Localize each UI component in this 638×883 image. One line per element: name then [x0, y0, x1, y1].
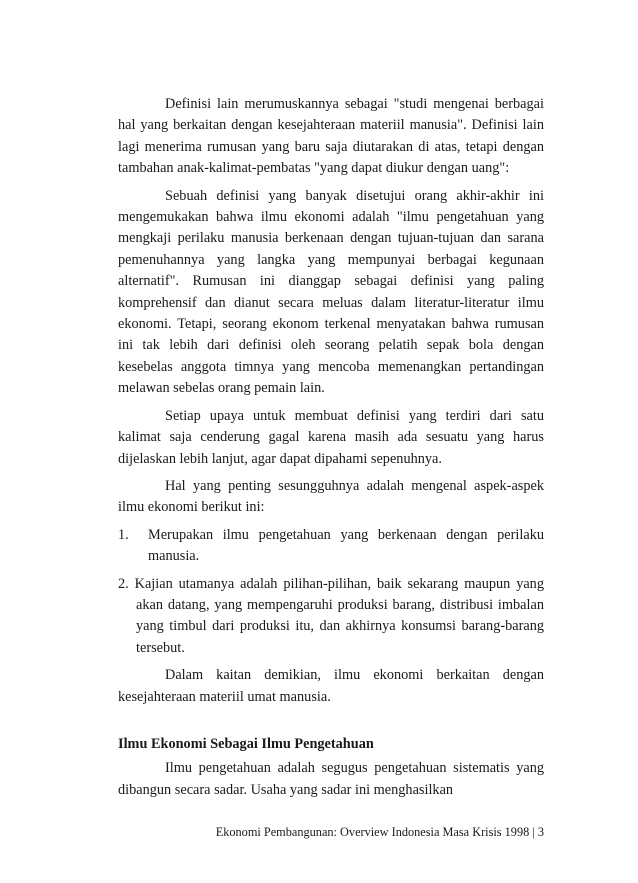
paragraph-definition-welfare: Definisi lain merumuskannya sebagai "studi mengenai berbagai hal yang berkaitan dengan kesejahteraan materiil manusia". Definisi lain lagi menerima rumusan yang baru saja diutarakan di atas, tetapi dengan tambahan anak-kalimat-pembatas "yang dapat diukur dengan uang":	[118, 96, 544, 177]
list-item-number: 1.	[118, 526, 129, 543]
aspects-list	[118, 525, 544, 659]
list-item	[118, 525, 544, 568]
paragraph-definition-scarcity: Sebuah definisi yang banyak disetujui orang akhir-akhir ini mengemukakan bahwa ilmu ekonomi adalah "ilmu pengetahuan yang mengkaji perilaku manusia berkenaan dengan tujuan-tujuan dan sarana pemenuhannya yang langka yang mempunyai berbagai kegunaan alternatif". Rumusan ini dianggap sebagai definisi yang paling komprehensif dan dianut secara meluas dalam literatur-literatur ilmu ekonomi. Tetapi, seorang ekonom terkenal menyatakan bahwa rumusan ini tak lebih dari definisi oleh seorang pelatih sepak bola dengan kesebelas anggota timnya yang mencoba memenangkan pertandingan melawan sebelas orang pemain lain.	[118, 187, 544, 397]
list-item-number: 2.	[118, 575, 129, 592]
page-body	[118, 94, 544, 807]
page-footer: Ekonomi Pembangunan: Overview Indonesia Masa Krisis 1998 | 3	[215, 825, 544, 839]
list-item	[118, 574, 544, 660]
paragraph-closing: Dalam kaitan demikian, ilmu ekonomi berkaitan dengan kesejahteraan materiil umat manusia.	[118, 667, 544, 705]
paragraph-aspects-intro: Hal yang penting sesungguhnya adalah mengenal aspek-aspek ilmu ekonomi berikut ini:	[118, 477, 544, 516]
paragraph-section-intro: Ilmu pengetahuan adalah segugus pengetahuan sistematis yang dibangun secara sadar. Usaha yang sadar ini menghasilkan	[118, 760, 544, 798]
list-item-text: Merupakan ilmu pengetahuan yang berkenaan dengan perilaku manusia.	[148, 526, 544, 565]
section-heading: Ilmu Ekonomi Sebagai Ilmu Pengetahuan	[118, 735, 374, 752]
paragraph-single-sentence-definition: Setiap upaya untuk membuat definisi yang terdiri dari satu kalimat saja cenderung gagal karena masih ada sesuatu yang harus dijelaskan lebih lanjut, agar dapat dipahami sepenuhnya.	[118, 407, 544, 467]
list-item-text: Kajian utamanya adalah pilihan-pilihan, baik sekarang maupun yang akan datang, yang mempengaruhi produksi barang, distribusi imbalan yang timbul dari produksi itu, dan akhirnya konsumsi barang-barang tersebut.	[134, 575, 544, 656]
